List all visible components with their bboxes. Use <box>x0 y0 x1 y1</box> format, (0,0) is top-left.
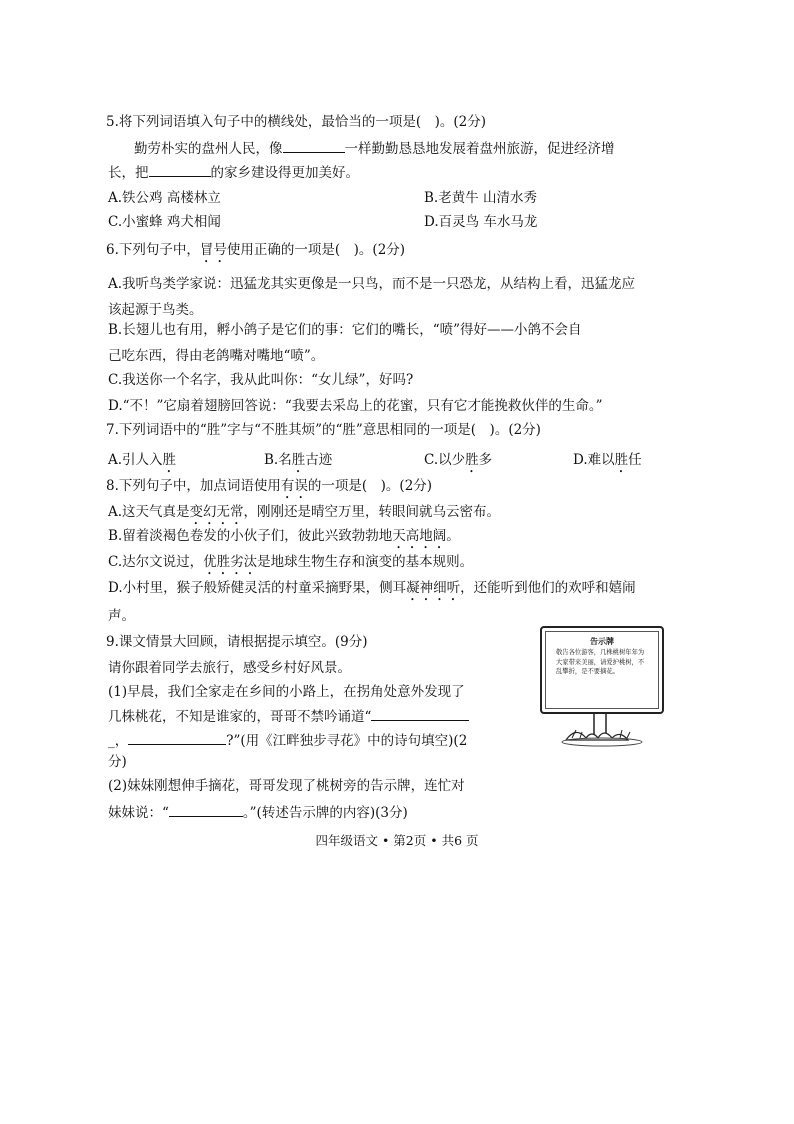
sign-text: 敬告各位游客，几株桃树年年为大家带来美丽，请爱护桃树，不乱攀折，是不要摘花。 <box>556 649 645 675</box>
q9-part1-text: ?”(用《江畔独步寻花》中的诗句填空)(2 <box>226 733 468 749</box>
q9-part1-line3 <box>108 730 467 751</box>
q5-blank-2[interactable] <box>149 162 211 177</box>
q8-option-c[interactable] <box>108 552 473 578</box>
q7-option-text: B.名 <box>264 452 292 468</box>
q7-option-text: A.引人入 <box>108 452 163 468</box>
q6-stem-dotted: 冒号 <box>199 242 227 258</box>
q8-option-dotted: 天高地阔 <box>392 528 447 544</box>
q7-option-c[interactable] <box>424 450 492 476</box>
q9-poem-blank-1[interactable] <box>371 706 469 721</box>
q9-sign-blank[interactable] <box>169 802 243 817</box>
q9-part2-text: 。”(转述告示牌的内容)(3分) <box>242 805 408 821</box>
q5-sentence-line1 <box>134 138 615 159</box>
q8-option-d[interactable] <box>108 578 636 604</box>
q9-part2-line1: (2)妹妹刚想伸手摘花，哥哥发现了桃树旁的告示牌，连忙对 <box>108 778 465 794</box>
q8-option-dotted: 优胜劣汰 <box>203 554 258 570</box>
q6-stem <box>106 240 405 266</box>
q8-option-dotted: 凝神细听 <box>406 580 461 596</box>
q5-sentence-line2 <box>108 162 359 183</box>
q7-option-a[interactable] <box>108 450 176 476</box>
page-footer: 四年级语文 • 第2页 • 共6 页 <box>315 833 479 848</box>
q9-part2-text: 妹妹说：“ <box>108 805 169 821</box>
q6-option-b-line2: 己吃东西，得由老鸽嘴对嘴地“喷”。 <box>108 348 325 364</box>
q7-option-dotted: 胜 <box>162 452 177 468</box>
q5-option-a[interactable]: A.铁公鸡 高楼林立 <box>108 190 221 206</box>
q8-option-dotted: 变幻无常 <box>189 504 244 520</box>
q7-stem: 7.下列词语中的“胜”字与“不胜其烦”的“胜”意思相同的一项是( )。(2分) <box>106 422 541 438</box>
q5-option-d[interactable]: D.百灵鸟 车水马龙 <box>424 214 538 230</box>
q9-part1-line4: 分) <box>108 754 127 770</box>
q6-stem-part: 使用正确的一项是( )。(2分) <box>226 242 406 258</box>
q8-stem-part: 的一项是( )。(2分) <box>307 478 433 494</box>
notice-sign-illustration <box>536 622 668 748</box>
q5-blank-1[interactable] <box>283 138 345 153</box>
q8-stem <box>106 476 432 502</box>
q8-option-text: ，还能听到他们的欢呼和嬉闹 <box>460 580 636 596</box>
q7-option-d[interactable] <box>573 450 642 476</box>
q8-option-text: 是地球生物生存和演变的基本规则。 <box>257 554 474 570</box>
q8-option-text: A.这天气真是 <box>108 504 190 520</box>
q6-option-a-line2: 该起源于鸟类。 <box>108 302 203 318</box>
q5-sentence-part: 一样勤勤恳恳地发展着盘州旅游，促进经济增 <box>344 141 615 157</box>
q5-stem: 5.将下列词语填入句子中的横线处，最恰当的一项是( )。(2分) <box>106 114 487 130</box>
q9-part1-text: _， <box>108 733 129 749</box>
q5-sentence-part: 长，把 <box>108 165 149 181</box>
q7-option-dotted: 胜 <box>614 452 629 468</box>
q6-option-b-line1[interactable]: B.长翅儿也有用，孵小鸽子是它们的事：它们的嘴长，“喷”得好——小鸽不会自 <box>108 322 582 338</box>
q6-option-a-line1[interactable]: A.我听鸟类学家说：迅猛龙其实更像是一只鸟，而不是一只恐龙，从结构上看，迅猛龙应 <box>108 276 636 292</box>
q5-option-c[interactable]: C.小蜜蜂 鸡犬相闻 <box>108 214 221 230</box>
q9-part1-line2 <box>108 706 469 727</box>
q6-stem-part: 6.下列句子中， <box>106 242 200 258</box>
q7-option-text: 多 <box>478 452 493 468</box>
q7-option-dotted: 胜 <box>465 452 479 468</box>
q8-stem-part: 8.下列句子中，加点词语使用 <box>106 478 281 494</box>
sign-title: 告示牌 <box>590 637 614 646</box>
q7-option-text: 任 <box>628 452 642 468</box>
q7-option-text: D.难以 <box>573 452 615 468</box>
q7-option-dotted: 胜 <box>291 452 306 468</box>
q9-part2-line2 <box>108 802 408 823</box>
q7-option-text: 古迹 <box>305 452 333 468</box>
q9-part1-text: 几株桃花，不知是谁家的，哥哥不禁吟诵道“ <box>108 709 372 725</box>
q8-option-d-line2: 声。 <box>108 608 135 624</box>
q5-option-b[interactable]: B.老黄牛 山清水秀 <box>424 190 538 206</box>
q8-option-text: B.留着淡褐色卷发的小伙子们，彼此兴致勃勃地 <box>108 528 393 544</box>
q8-option-text: ，刚刚还是晴空万里，转眼间就乌云密布。 <box>243 504 501 520</box>
q5-sentence-part: 的家乡建设得更加美好。 <box>210 165 359 181</box>
q9-poem-blank-2[interactable] <box>128 730 226 745</box>
sign-board <box>540 626 664 714</box>
q8-option-a[interactable] <box>108 502 500 528</box>
q8-option-text: C.达尔文说过， <box>108 554 204 570</box>
q8-option-text: D.小村里，猴子般矫健灵活的村童采摘野果，侧耳 <box>108 580 407 596</box>
q5-sentence-part: 勤劳朴实的盘州人民，像 <box>134 141 283 157</box>
q9-intro: 请你跟着同学去旅行，感受乡村好风景。 <box>108 660 351 676</box>
q9-part1-line1: (1)早晨，我们全家走在乡间的小路上，在拐角处意外发现了 <box>108 684 465 700</box>
q7-option-b[interactable] <box>264 450 332 476</box>
q6-option-d[interactable]: D.“不！”它扇着翅膀回答说：“我要去采岛上的花蜜，只有它才能挽救伙伴的生命。” <box>108 398 603 414</box>
q8-stem-dotted: 有误 <box>280 478 308 494</box>
q7-option-text: C.以少 <box>424 452 466 468</box>
q9-stem: 9.课文情景大回顾，请根据提示填空。(9分) <box>106 634 368 650</box>
q6-option-c[interactable]: C.我送你一个名字，我从此叫你：“女儿绿”，好吗? <box>108 372 414 388</box>
q8-option-text: 。 <box>446 528 460 544</box>
q8-option-b[interactable] <box>108 526 460 552</box>
